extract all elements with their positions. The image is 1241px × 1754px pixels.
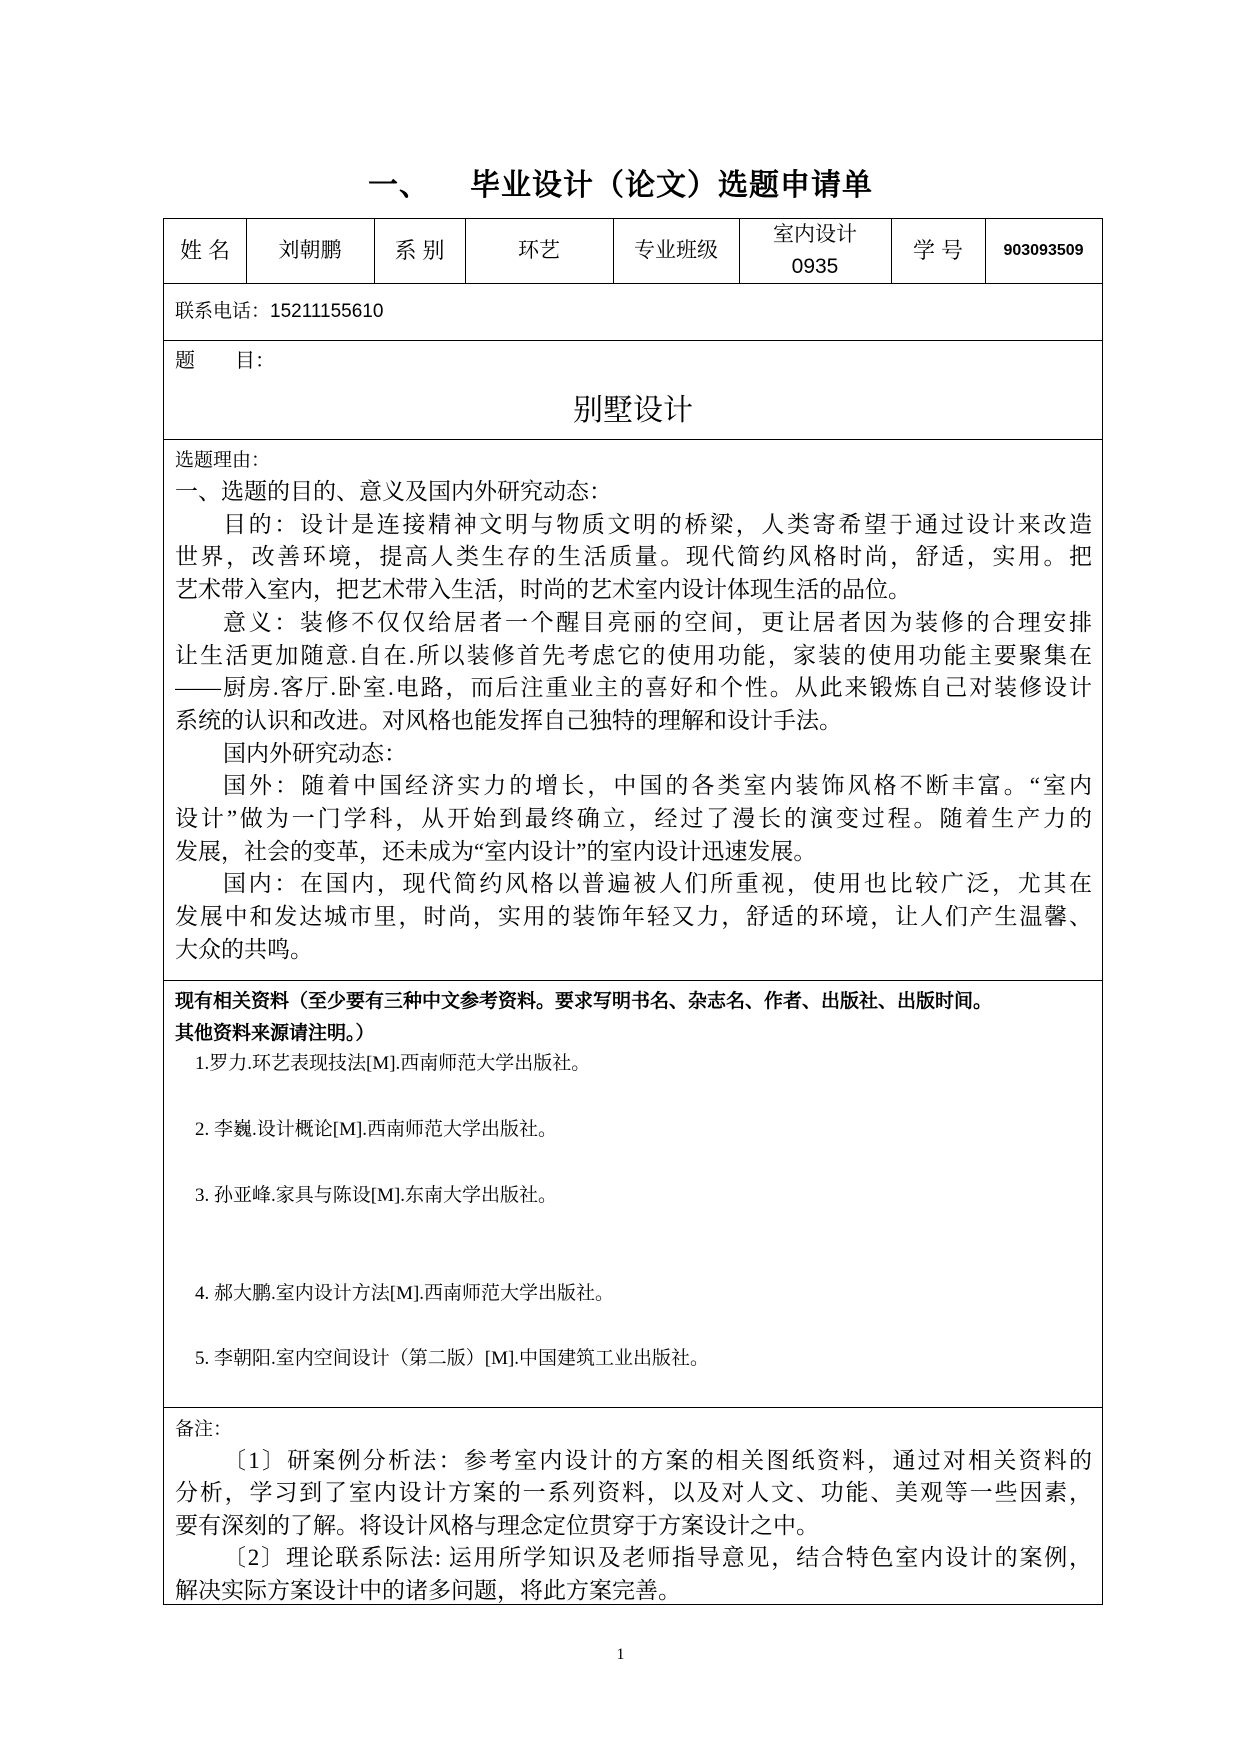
page-title xyxy=(0,160,1241,204)
page-number: 1 xyxy=(616,1646,625,1663)
text-line: ——厨房.客厅.卧室.电路，而后注重业主的喜好和个性。从此来锻炼自己对装修设计 xyxy=(175,675,1092,701)
text-line: 意义：装修不仅仅给居者一个醒目亮丽的空间，更让居者因为装修的合理安排 xyxy=(223,609,1092,635)
class-value-line2: 0935 xyxy=(791,254,839,278)
student-id-label: 学 号 xyxy=(912,237,964,263)
text-line: 〔2〕理论联系际法: 运用所学知识及老师指导意见，结合特色室内设计的案例， xyxy=(223,1545,1092,1571)
text-line: 分析，学习到了室内设计方案的一系列资料，以及对人文、功能、美观等一些因素， xyxy=(175,1480,1092,1506)
text-line: 设计”做为一门学科，从开始到最终确立，经过了漫长的演变过程。随着生产力的 xyxy=(175,806,1092,831)
reference-item: 4. 郝大鹏.室内设计方法[M].西南师范大学出版社。 xyxy=(195,1283,615,1304)
class-label: 专业班级 xyxy=(634,238,718,262)
text-line: 大众的共鸣。 xyxy=(175,936,313,962)
department-value: 环艺 xyxy=(518,238,560,262)
notes-label: 备注： xyxy=(175,1419,233,1440)
text-line: 要有深刻的了解。将设计风格与理念定位贯穿于方案设计之中。 xyxy=(175,1512,819,1538)
reference-item: 2. 李巍.设计概论[M].西南师范大学出版社。 xyxy=(195,1119,558,1140)
phone-label: 联系电话： xyxy=(175,301,271,322)
text-line: 目的：设计是连接精神文明与物质文明的桥梁，人类寄希望于通过设计来改造 xyxy=(223,511,1092,537)
title-text: 毕业设计（论文）选题申请单 xyxy=(470,169,873,202)
text-line: 世界，改善环境，提高人类生存的生活质量。现代简约风格时尚，舒适，实用。把 xyxy=(175,544,1092,570)
divider xyxy=(163,439,1103,440)
topic-value: 别墅设计 xyxy=(573,394,693,427)
reference-item: 5. 李朝阳.室内空间设计（第二版）[M].中国建筑工业出版社。 xyxy=(195,1348,710,1369)
name-value: 刘朝鹏 xyxy=(278,238,342,262)
text-line: 发展，社会的变革，还未成为“室内设计”的室内设计迅速发展。 xyxy=(175,838,817,864)
text-line: 国外：随着中国经济实力的增长，中国的各类室内装饰风格不断丰富。“室内 xyxy=(223,773,1092,799)
text-line: 系统的认识和改进。对风格也能发挥自己独特的理解和设计手法。 xyxy=(175,707,842,733)
divider xyxy=(163,283,1103,284)
text-line: 让生活更加随意.自在.所以装修首先考虑它的使用功能，家装的使用功能主要聚集在 xyxy=(175,642,1092,668)
topic-label: 题 目： xyxy=(175,350,275,372)
reference-item: 3. 孙亚峰.家具与陈设[M].东南大学出版社。 xyxy=(195,1185,558,1206)
text-line: 国内外研究动态： xyxy=(223,740,407,766)
class-value-line1: 室内设计 xyxy=(773,222,857,246)
phone-field xyxy=(175,296,383,323)
text-line: 解决实际方案设计中的诸多问题，将此方案完善。 xyxy=(175,1577,681,1603)
class-value xyxy=(739,218,891,283)
text-line: 一、选题的目的、意义及国内外研究动态： xyxy=(175,479,612,504)
text-line: 〔1〕研案例分析法：参考室内设计的方案的相关图纸资料，通过对相关资料的 xyxy=(223,1448,1092,1473)
phone-value: 15211155610 xyxy=(270,301,384,322)
divider xyxy=(163,340,1103,341)
name-label: 姓 名 xyxy=(179,237,231,263)
text-line: 国内：在国内，现代简约风格以普遍被人们所重视，使用也比较广泛，尤其在 xyxy=(223,871,1092,897)
references-header-line1: 现有相关资料（至少要有三种中文参考资料。要求写明书名、杂志名、作者、出版社、出版时间。 xyxy=(175,991,993,1012)
reference-item: 1.罗力.环艺表现技法[M].西南师范大学出版社。 xyxy=(195,1053,591,1074)
references-header-line2: 其他资料来源请注明。） xyxy=(175,1023,375,1044)
divider xyxy=(163,980,1103,981)
divider xyxy=(163,1407,1103,1408)
text-line: 发展中和发达城市里，时尚，实用的装饰年轻又力，舒适的环境，让人们产生温馨、 xyxy=(175,904,1092,930)
department-label: 系 别 xyxy=(394,237,445,263)
reason-label: 选题理由： xyxy=(175,450,271,471)
title-number: 一、 xyxy=(368,169,430,202)
text-line: 艺术带入室内，把艺术带入生活，时尚的艺术室内设计体现生活的品位。 xyxy=(175,577,911,603)
student-id-value: 903093509 xyxy=(1003,241,1084,259)
